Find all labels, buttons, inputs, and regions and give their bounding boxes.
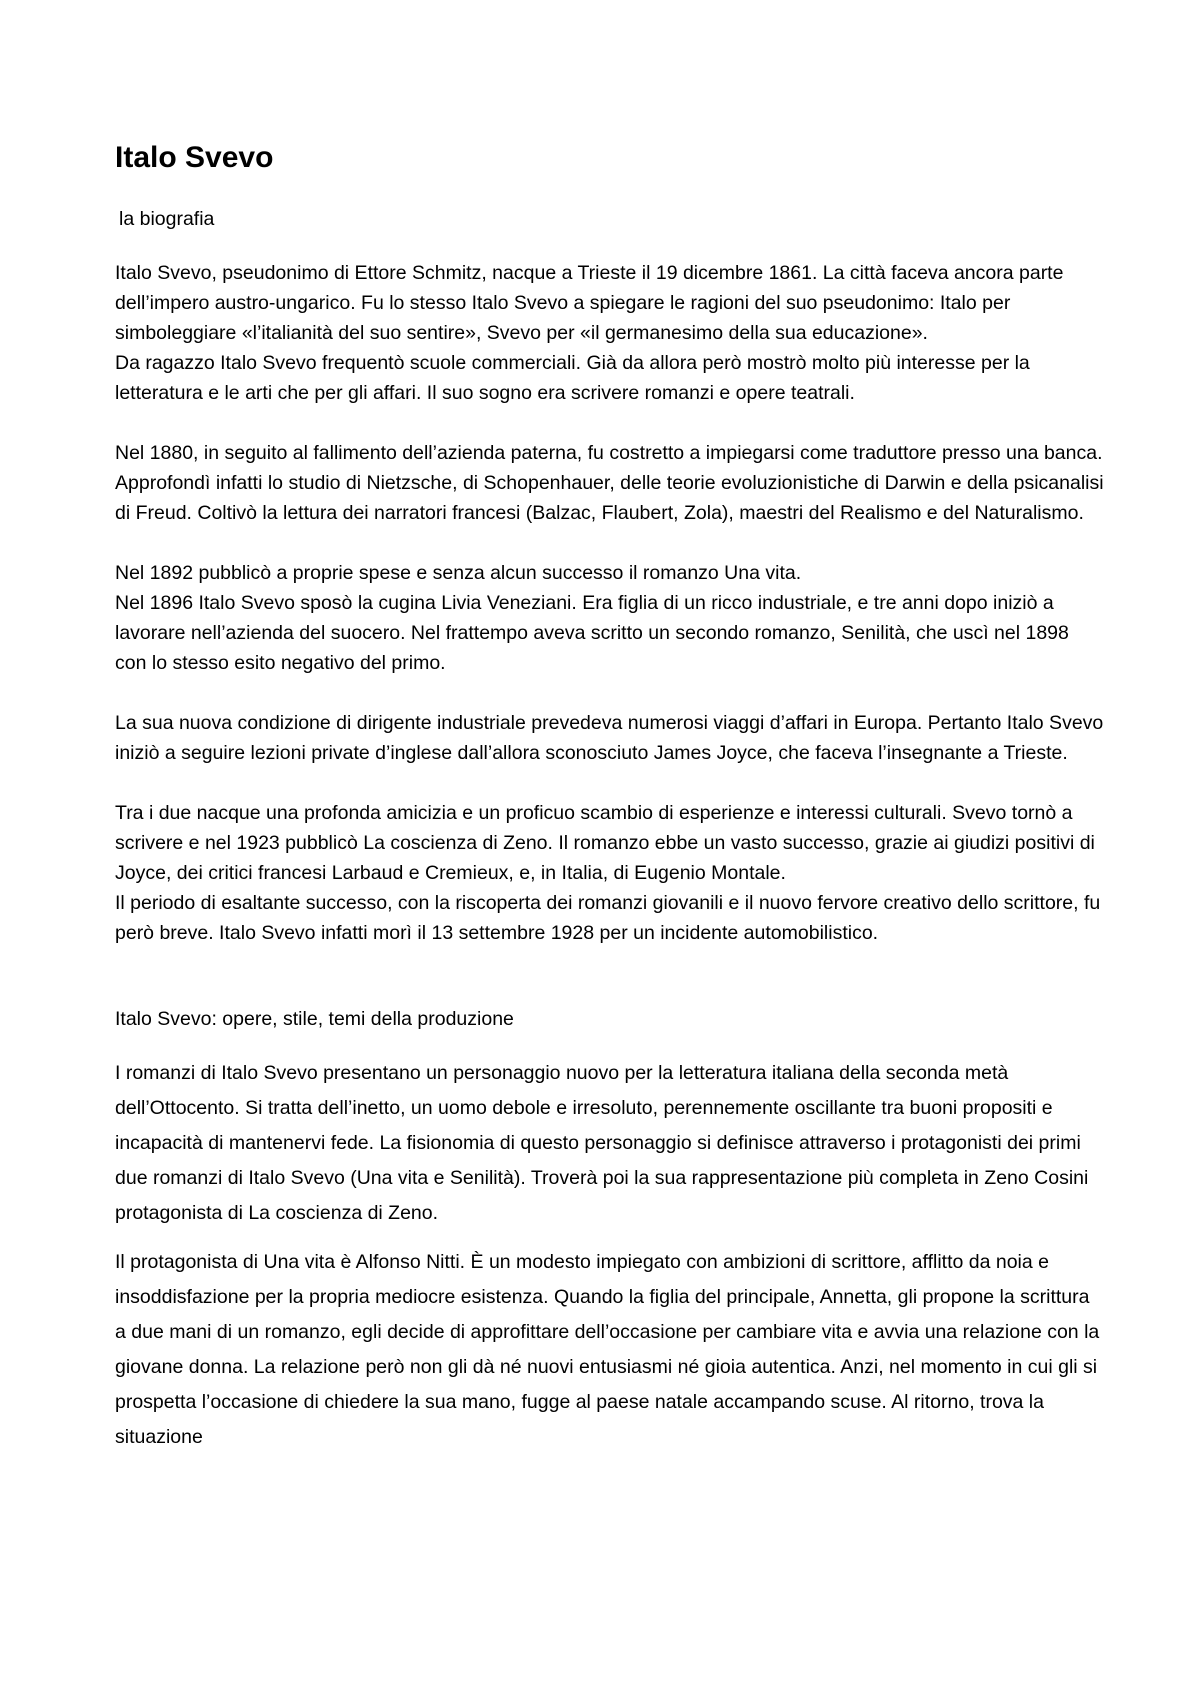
bio-paragraph: Il periodo di esaltante successo, con la riscoperta dei romanzi giovanili e il nuovo fervore creativo dello scrittore, fu però breve. Italo Svevo infatti morì il 13 settembre 1928 per un incidente automobilistico. — [115, 892, 1101, 944]
bio-paragraph: Italo Svevo, pseudonimo di Ettore Schmitz, nacque a Trieste il 19 dicembre 1861. La città faceva ancora parte dell’impero austro-ungarico. Fu lo stesso Italo Svevo a spiegare le ragioni del suo pseudonimo: Italo per simboleggiare «l’italianità del suo sentire», Svevo per «il germanesimo della sua educazione». — [115, 262, 1064, 344]
works-paragraph: I romanzi di Italo Svevo presentano un personaggio nuovo per la letteratura italiana della seconda metà dell’Ottocento. Si tratta dell’inetto, un uomo debole e irresoluto, perennemente oscillante tra buoni propositi e incapacità di mantenervi fede. La fisionomia di questo personaggio si definisce attraverso i protagonisti dei primi due romanzi di Italo Svevo (Una vita e Senilità). Troverà poi la sua rappresentazione più completa in Zeno Cosini protagonista di La coscienza di Zeno. — [115, 1062, 1089, 1224]
bio-paragraph: La sua nuova condizione di dirigente industriale prevedeva numerosi viaggi d’affari in Europa. Pertanto Italo Svevo iniziò a seguire lezioni private d’inglese dall’allora sconosciuto James Joyce, che faceva l’insegnante a Trieste. — [115, 712, 1104, 764]
bio-paragraph: Nel 1896 Italo Svevo sposò la cugina Livia Veneziani. Era figlia di un ricco industriale, e tre anni dopo iniziò a lavorare nell’azienda del suocero. Nel frattempo aveva scritto un secondo romanzo, Senilità, che uscì nel 1898 con lo stesso esito negativo del primo. — [115, 592, 1069, 674]
bio-paragraph: Nel 1880, in seguito al fallimento dell’azienda paterna, fu costretto a impiegarsi come traduttore presso una banca. Approfondì infatti lo studio di Nietzsche, di Schopenhauer, delle teorie evoluzionistiche di Darwin e della psicanalisi di Freud. Coltivò la lettura dei narratori francesi (Balzac, Flaubert, Zola), maestri del Realismo e del Naturalismo. — [115, 442, 1104, 524]
bio-paragraph: Nel 1892 pubblicò a proprie spese e senza alcun successo il romanzo Una vita. — [115, 562, 802, 584]
works-paragraph: Il protagonista di Una vita è Alfonso Nitti. È un modesto impiegato con ambizioni di scrittore, afflitto da noia e insoddisfazione per la propria mediocre esistenza. Quando la figlia del principale, Annetta, gli propone la scrittura a due mani di un romanzo, egli decide di approfittare dell’occasione per cambiare vita e avvia una relazione con la giovane donna. La relazione però non gli dà né nuovi entusiasmi né gioia autentica. Anzi, nel momento in cui gli si prospetta l’occasione di chiedere la sua mano, fugge al paese natale accampando scuse. Al ritorno, trova la situazione — [115, 1251, 1100, 1448]
works-section — [115, 1056, 1105, 1455]
document-title: Italo Svevo — [115, 141, 274, 174]
section-heading: Italo Svevo: opere, stile, temi della produzione — [115, 1008, 514, 1030]
bio-paragraph: Tra i due nacque una profonda amicizia e un proficuo scambio di esperienze e interessi culturali. Svevo tornò a scrivere e nel 1923 pubblicò La coscienza di Zeno. Il romanzo ebbe un vasto successo, grazie ai giudizi positivi di Joyce, dei critici francesi Larbaud e Cremieux, e, in Italia, di Eugenio Montale. — [115, 802, 1095, 884]
bio-paragraph: Da ragazzo Italo Svevo frequentò scuole commerciali. Già da allora però mostrò molto più interesse per la letteratura e le arti che per gli affari. Il suo sogno era scrivere romanzi e opere teatrali. — [115, 352, 1030, 404]
document-subtitle: la biografia — [119, 208, 215, 230]
document-page — [115, 140, 1105, 1469]
biography-section — [115, 258, 1105, 948]
